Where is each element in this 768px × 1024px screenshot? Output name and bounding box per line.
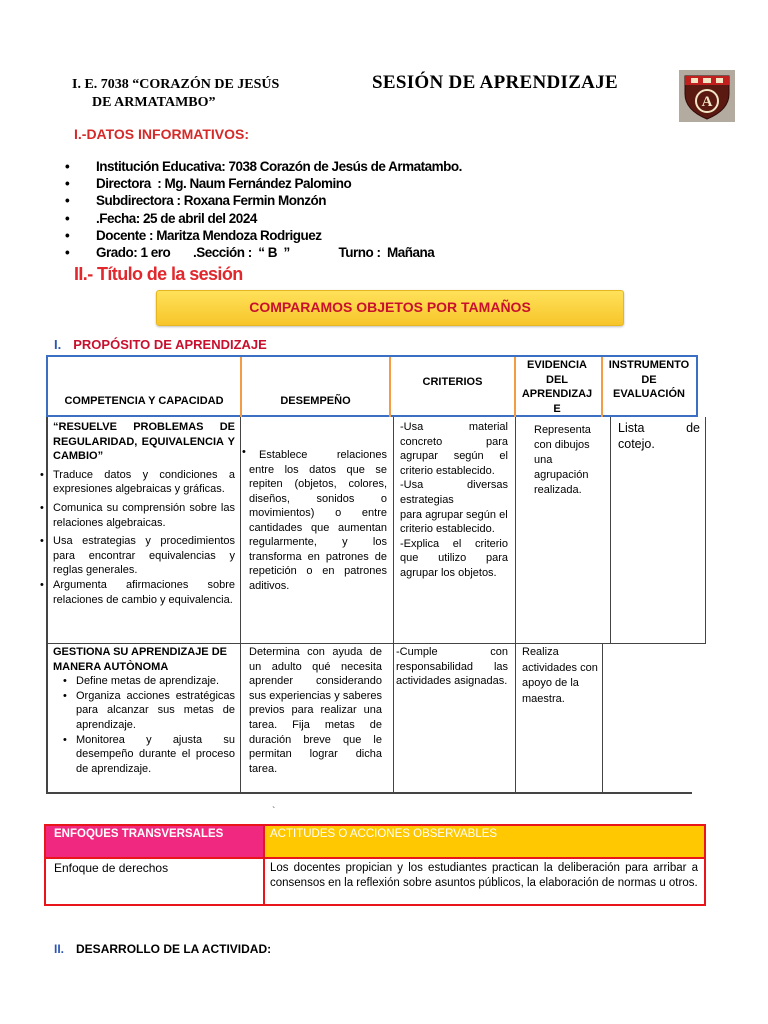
proposito-heading bbox=[54, 337, 267, 352]
actitud-text: Los docentes propician y los estudiantes practican la deliberación para arribar a consensos en la reflexión sobre asuntos públicos, la elaboración de normas u otros. bbox=[270, 862, 698, 890]
capacidad-item: • Define metas de aprendizaje. bbox=[76, 674, 235, 689]
datos-item-docente: • Docente : Maritza Mendoza Rodriguez bbox=[64, 227, 462, 244]
document-title: SESIÓN DE APRENDIZAJE bbox=[372, 72, 618, 93]
datos-item-grado: • Grado: 1 ero .Sección : “ B ” Turno : Mañana bbox=[64, 244, 462, 261]
desempeno-text: Establece relaciones entre los datos que se repiten (objetos, colores, diseños, sonidos o movimientos) o entre cantidades que aumentan regularmente, y los transforma en patrones de repetición o en patrones aditivos. bbox=[249, 449, 387, 592]
table-row bbox=[53, 420, 235, 607]
criterios-cell bbox=[400, 420, 508, 581]
datos-heading: I.-DATOS INFORMATIVOS: bbox=[74, 126, 249, 142]
shield-icon bbox=[679, 70, 735, 122]
school-name-line2: DE ARMATAMBO” bbox=[92, 95, 216, 110]
col-header-competencia: COMPETENCIA Y CAPACIDAD bbox=[64, 395, 224, 407]
competencia-title: GESTIONA SU APRENDIZAJE DE MANERA AUTÒNOMA bbox=[53, 646, 227, 673]
criterio-item: -Usa diversas estrategias bbox=[400, 479, 508, 506]
desarrollo-heading bbox=[54, 942, 271, 956]
instrumento-text: Lista de cotejo. bbox=[618, 421, 700, 451]
criterio-item: criterio establecido. bbox=[400, 523, 495, 536]
proposito-number: I. bbox=[54, 337, 62, 352]
col-header-criterios: CRITERIOS bbox=[422, 376, 483, 388]
proposito-heading-text: PROPÓSITO DE APRENDIZAJE bbox=[73, 337, 267, 352]
datos-item-fecha: • .Fecha: 25 de abril del 2024 bbox=[64, 210, 462, 227]
evidencia-text: Representa con dibujos una agrupación realizada. bbox=[534, 424, 591, 496]
evidencia-text: Realiza actividades con apoyo de la maestra. bbox=[522, 646, 598, 705]
header-divider bbox=[601, 357, 603, 417]
enfoques-header: ENFOQUES TRANSVERSALES bbox=[54, 828, 224, 840]
enfoques-row-divider bbox=[46, 857, 704, 859]
col-header-instrumento: INSTRUMENTO DE EVALUACIÓN bbox=[608, 359, 690, 401]
competencia-title: “RESUELVE PROBLEMAS DE REGULARIDAD, EQUIVALENCIA Y CAMBIO” bbox=[53, 421, 235, 463]
datos-item-institucion: • Institución Educativa: 7038 Corazón de Jesús de Armatambo. bbox=[64, 158, 462, 175]
stray-mark: ` bbox=[272, 806, 276, 817]
session-title-banner: COMPARAMOS OBJETOS POR TAMAÑOS bbox=[156, 290, 624, 326]
datos-item-subdirectora: • Subdirectora : Roxana Fermin Monzón bbox=[64, 192, 462, 209]
header-divider bbox=[514, 357, 516, 417]
enfoque-name: Enfoque de derechos bbox=[54, 861, 169, 875]
criterio-item: para agrupar según el bbox=[400, 508, 508, 521]
titulo-heading: II.- Título de la sesión bbox=[74, 264, 243, 284]
actitudes-header: ACTITUDES O ACCIONES OBSERVABLES bbox=[270, 828, 498, 840]
capacidad-item: • Organiza acciones estratégicas para alcanzar sus metas de aprendizaje. bbox=[76, 689, 235, 733]
table-row-divider bbox=[48, 643, 706, 644]
school-name bbox=[72, 76, 279, 112]
col-header-desempeno: DESEMPEÑO bbox=[280, 395, 351, 407]
desarrollo-number: II. bbox=[54, 942, 65, 956]
col-header-evidencia: EVIDENCIA DEL APRENDIZAJ E bbox=[521, 359, 593, 416]
table-row bbox=[53, 645, 235, 776]
capacidad-item: • Usa estrategias y procedimientos para encontrar equivalencias y reglas generales. bbox=[53, 534, 235, 578]
desempeno-text: Determina con ayuda de un adulto qué necesita aprender considerando sus experiencias y saberes previos para realizar una tarea. Fija metas de duración breve que le permitan lograr dicha tarea. bbox=[249, 646, 382, 775]
criterio-item: -Usa material concreto para agrupar según el criterio establecido. bbox=[400, 421, 508, 477]
capacidad-item: • Comunica su comprensión sobre las relaciones algebraicas. bbox=[53, 501, 235, 530]
table-divider bbox=[602, 643, 603, 793]
desarrollo-heading-text: DESARROLLO DE LA ACTIVIDAD: bbox=[76, 942, 272, 956]
capacidad-item: • Traduce datos y condiciones a expresiones algebraicas y gráficas. bbox=[53, 468, 235, 497]
criterios-text: -Cumple con responsabilidad las actividades asignadas. bbox=[396, 646, 508, 688]
capacidad-item: • Monitorea y ajusta su desempeño durante el proceso de aprendizaje. bbox=[76, 733, 235, 777]
datos-item-directora: • Directora : Mg. Naum Fernández Palomino bbox=[64, 175, 462, 192]
capacidad-item: • Argumenta afirmaciones sobre relaciones de cambio y equivalencia. bbox=[53, 578, 235, 607]
bullet-icon: • bbox=[242, 446, 246, 458]
school-name-line1: I. E. 7038 “CORAZÓN DE JESÚS bbox=[72, 77, 280, 92]
enfoques-divider bbox=[263, 826, 265, 904]
table-divider bbox=[515, 417, 516, 793]
table-divider bbox=[393, 417, 394, 793]
table-divider bbox=[240, 417, 241, 793]
logo-letter: A bbox=[701, 94, 713, 110]
criterio-item: -Explica el criterio que utilizo para agrupar los objetos. bbox=[400, 537, 508, 579]
datos-list bbox=[64, 158, 462, 261]
table-border bbox=[705, 417, 706, 643]
table-border bbox=[46, 792, 692, 794]
table-border bbox=[46, 417, 48, 793]
school-logo bbox=[679, 70, 735, 122]
table-divider bbox=[610, 417, 611, 643]
